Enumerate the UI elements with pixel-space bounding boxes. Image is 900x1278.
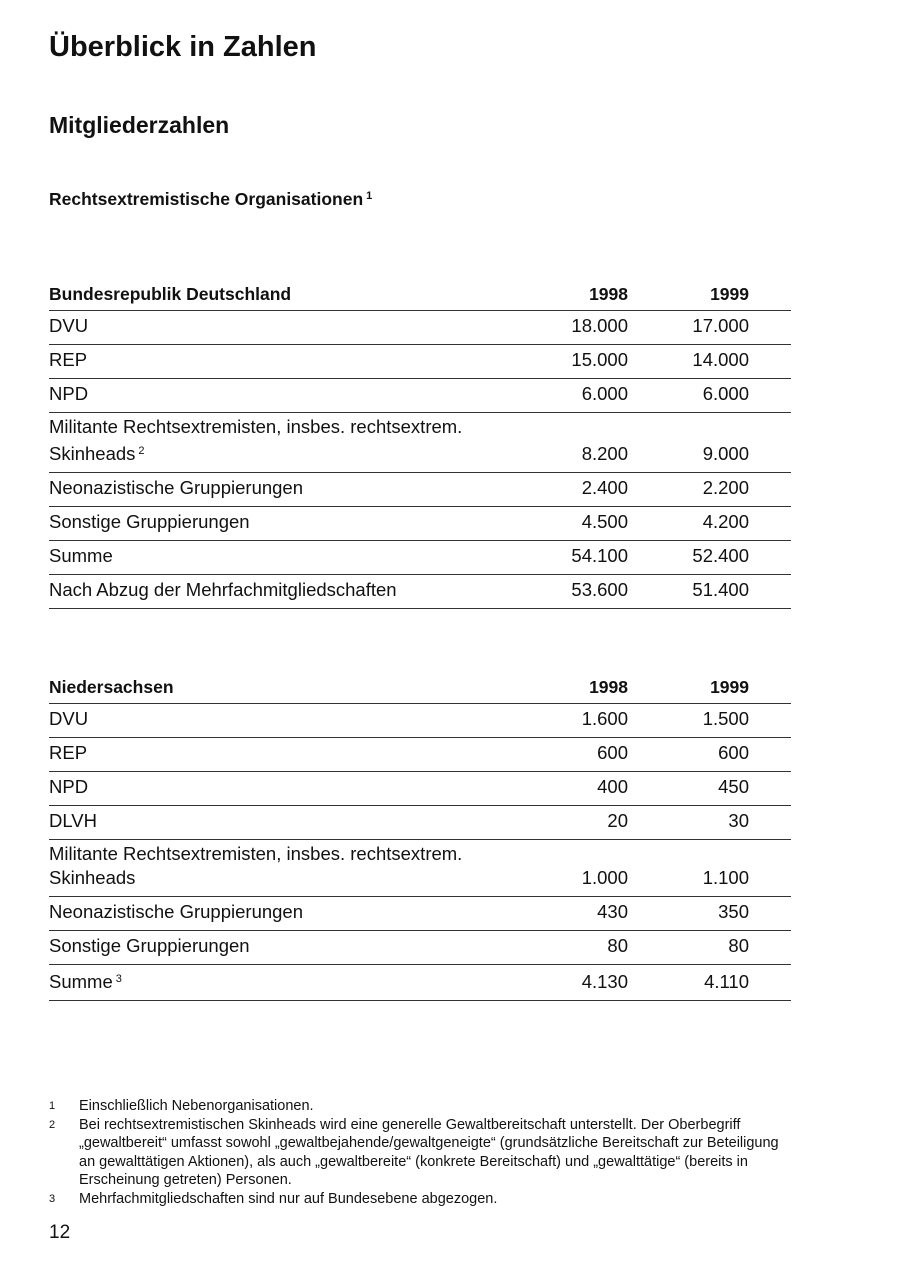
table-row	[49, 704, 791, 738]
row-label: Sonstige Gruppierungen	[49, 511, 250, 532]
section-heading: Rechtsextremistische Organisationen $^1$	[49, 189, 373, 209]
row-label: DVU	[49, 708, 89, 729]
row-label: REP	[49, 742, 88, 763]
value-1999: 1.100	[628, 840, 749, 897]
year-header: 1998	[508, 672, 628, 704]
row-label-line2: Skinheads	[49, 867, 136, 888]
value-1998: 600	[508, 738, 628, 772]
value-1999: 2.200	[628, 473, 749, 507]
data-table	[49, 279, 791, 609]
footnotes	[49, 1097, 794, 1208]
value-1998: 15.000	[508, 345, 628, 379]
table-row	[49, 965, 791, 1001]
value-1998: 4.130	[508, 965, 628, 1001]
page-subtitle: Mitgliederzahlen	[49, 112, 230, 138]
row-label: NPD	[49, 383, 89, 404]
page-title: Überblick in Zahlen	[49, 31, 317, 63]
table-row	[49, 413, 791, 473]
value-1998: 430	[508, 897, 628, 931]
row-label: Neonazistische Gruppierungen	[49, 901, 304, 922]
value-1999: 14.000	[628, 345, 749, 379]
year-header: 1999	[628, 279, 749, 311]
table-header-label: Niedersachsen	[49, 672, 508, 704]
table-row	[49, 379, 791, 413]
table-row	[49, 840, 791, 897]
value-1998: 1.000	[508, 840, 628, 897]
table-row	[49, 345, 791, 379]
table-row	[49, 738, 791, 772]
value-1998: 400	[508, 772, 628, 806]
value-1999: 51.400	[628, 575, 749, 609]
row-label: DLVH	[49, 810, 97, 831]
value-1998: 53.600	[508, 575, 628, 609]
table-header-label: Bundesrepublik Deutschland	[49, 279, 508, 311]
value-1999: 30	[628, 806, 749, 840]
footnote-ref: 3	[115, 973, 122, 985]
table-header-row	[49, 279, 791, 311]
row-label-line2: Skinheads	[49, 443, 136, 464]
footnote: 1 Einschließlich Nebenorganisationen.	[49, 1098, 314, 1114]
value-1999: 6.000	[628, 379, 749, 413]
value-1998: 54.100	[508, 541, 628, 575]
table-row	[49, 507, 791, 541]
value-1999: 350	[628, 897, 749, 931]
table-row	[49, 931, 791, 965]
value-1999: 80	[628, 931, 749, 965]
row-label: Militante Rechtsextremisten, insbes. rechtsextrem.	[49, 843, 463, 864]
value-1998: 80	[508, 931, 628, 965]
value-1998: 6.000	[508, 379, 628, 413]
table-header-row	[49, 672, 791, 704]
footnote: 3 Mehrfachmitgliedschaften sind nur auf Bundesebene abgezogen.	[49, 1190, 498, 1207]
row-label: Summe	[49, 545, 113, 566]
data-table	[49, 672, 791, 1001]
year-header: 1999	[628, 672, 749, 704]
value-1998: 8.200	[508, 413, 628, 473]
table-bundesrepublik	[49, 279, 791, 609]
value-1998: 18.000	[508, 311, 628, 345]
table-row	[49, 806, 791, 840]
table-row	[49, 473, 791, 507]
value-1999: 600	[628, 738, 749, 772]
row-label: REP	[49, 349, 88, 370]
row-label: DVU	[49, 315, 89, 336]
row-label: Neonazistische Gruppierungen	[49, 477, 304, 498]
value-1999: 450	[628, 772, 749, 806]
value-1999: 52.400	[628, 541, 749, 575]
value-1999: 1.500	[628, 704, 749, 738]
table-row	[49, 772, 791, 806]
value-1998: 2.400	[508, 473, 628, 507]
table-niedersachsen	[49, 672, 791, 1001]
table-row	[49, 311, 791, 345]
row-label: Summe	[49, 971, 113, 992]
page-number: 12	[49, 1222, 71, 1243]
value-1998: 1.600	[508, 704, 628, 738]
row-label: Sonstige Gruppierungen	[49, 935, 250, 956]
table-row	[49, 575, 791, 609]
row-label: Nach Abzug der Mehrfachmitgliedschaften	[49, 579, 397, 600]
table-row	[49, 897, 791, 931]
year-header: 1998	[508, 279, 628, 311]
row-label: Militante Rechtsextremisten, insbes. rechtsextrem.	[49, 416, 463, 437]
table-row	[49, 541, 791, 575]
value-1998: 4.500	[508, 507, 628, 541]
footnote-ref: 2	[138, 445, 145, 457]
value-1999: 4.200	[628, 507, 749, 541]
footnote: 2 Bei rechtsextremistischen Skinheads wird eine generelle Gewaltbereitschaft unterstellt. Der Oberbegriff „gewaltbereit“ umfasst sowohl „gewaltbejahende/gewaltgeneigte“ (grundsätzliche Bereitschaft zur Beteiligung an gewalttätigen Aktionen), als auch „gewaltbereite“ (konkrete Bereitschaft) und „gewalttätige“ (bereits in Erscheinung getreten) Personen.	[49, 1116, 779, 1188]
value-1999: 17.000	[628, 311, 749, 345]
value-1999: 4.110	[628, 965, 749, 1001]
row-label: NPD	[49, 776, 89, 797]
value-1998: 20	[508, 806, 628, 840]
value-1999: 9.000	[628, 413, 749, 473]
